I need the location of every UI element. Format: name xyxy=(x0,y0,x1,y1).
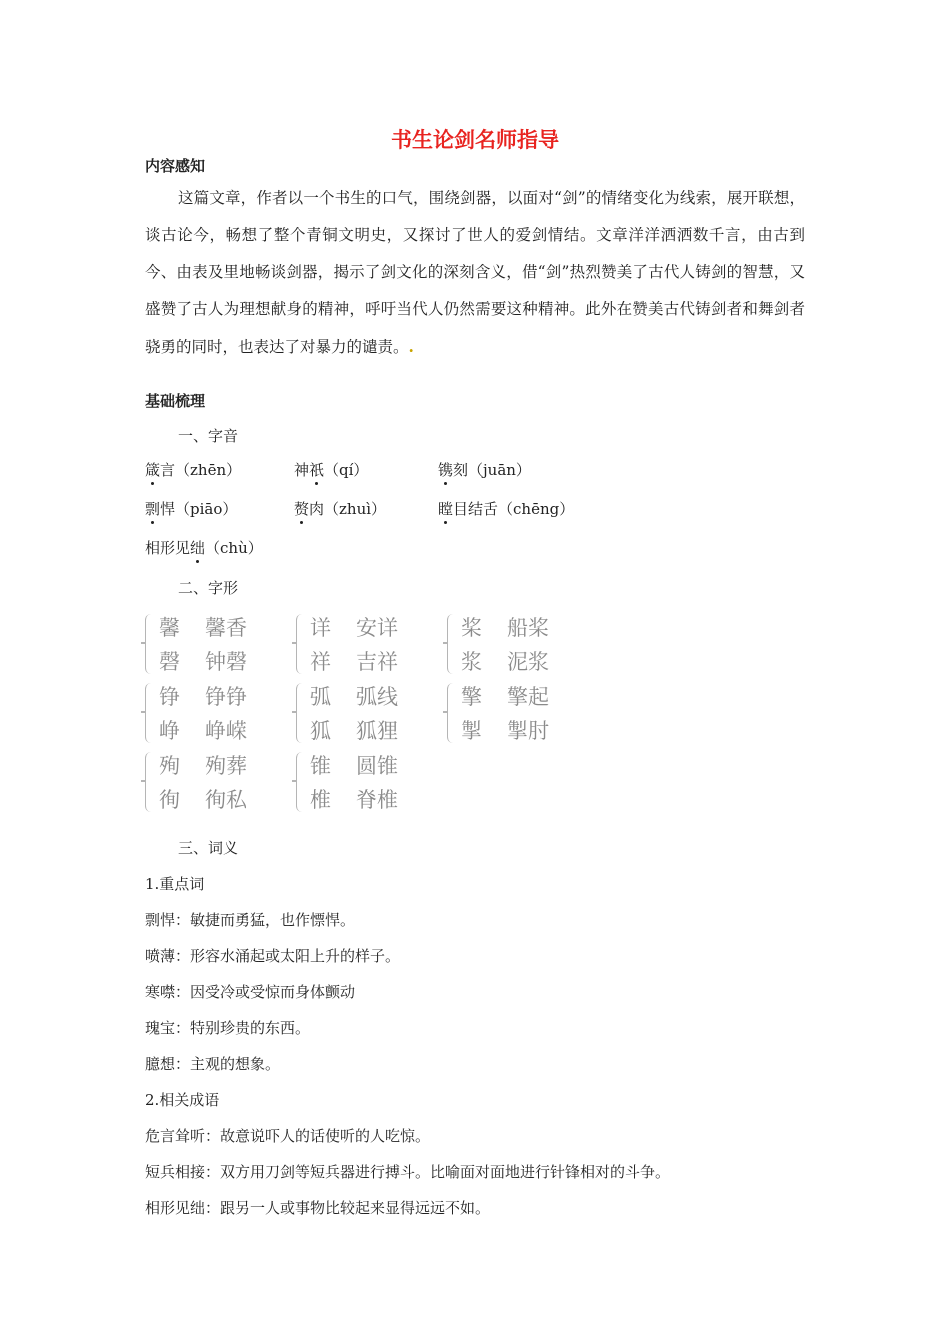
word: 馨香 xyxy=(205,616,247,640)
brace-icon xyxy=(296,683,304,743)
pinyin-text: 悍（piāo） xyxy=(160,500,238,518)
pinyin-prefix: 相形见 xyxy=(145,539,191,557)
brace-icon xyxy=(145,752,153,812)
emphasis-char: 瞠 xyxy=(438,500,454,518)
content-paragraph xyxy=(145,180,805,366)
word: 掣肘 xyxy=(507,719,549,743)
char: 详 xyxy=(310,616,331,640)
char-form-row xyxy=(159,612,247,642)
page-title: 书生论剑名师指导 xyxy=(391,128,559,152)
char: 铮 xyxy=(159,685,180,709)
definition-line: 寒噤：因受冷或受惊而身体颤动 xyxy=(145,983,356,1001)
char: 锥 xyxy=(310,754,331,778)
section-heading-content: 内容感知 xyxy=(145,157,206,175)
pinyin-prefix: 神 xyxy=(294,461,310,479)
definition-line: 剽悍：敏捷而勇猛，也作慓悍。 xyxy=(145,911,356,929)
subsection-zi-yin: 一、字音 xyxy=(178,427,239,445)
word: 圆锥 xyxy=(356,754,398,778)
definition-line: 危言耸听：故意说吓人的话使听的人吃惊。 xyxy=(145,1127,431,1145)
char: 椎 xyxy=(310,788,331,812)
pinyin-item xyxy=(438,498,574,519)
emphasis-char: 镌 xyxy=(438,461,454,479)
word: 钟磬 xyxy=(205,650,247,674)
char-form-row xyxy=(159,750,247,780)
char-form-row xyxy=(159,715,247,745)
word: 徇私 xyxy=(205,788,247,812)
brace-icon xyxy=(447,683,455,743)
word: 峥嵘 xyxy=(205,719,247,743)
char-form-row xyxy=(310,612,398,642)
word: 泥浆 xyxy=(507,650,549,674)
definition-line: 臆想：主观的想象。 xyxy=(145,1055,281,1073)
char: 峥 xyxy=(159,719,180,743)
char-form-row xyxy=(461,681,549,711)
end-mark: . xyxy=(408,337,414,356)
char: 馨 xyxy=(159,616,180,640)
char-form-row xyxy=(310,646,398,676)
sub-heading-key-words: 1.重点词 xyxy=(145,875,205,893)
pinyin-item xyxy=(438,459,531,480)
pinyin-text: 目结舌（chēng） xyxy=(453,500,575,518)
pinyin-item xyxy=(145,537,263,558)
pinyin-text: （qí） xyxy=(324,461,369,479)
emphasis-char: 祇 xyxy=(309,461,325,479)
char-form-row xyxy=(310,681,398,711)
emphasis-char: 剽 xyxy=(145,500,161,518)
word: 铮铮 xyxy=(205,685,247,709)
paragraph-text: 这篇文章，作者以一个书生的口气，围绕剑器，以面对“剑”的情绪变化为线索，展开联想，谈古论今，畅想了整个青铜文明史，又探讨了世人的爱剑情结。文章洋洋洒洒数千言，由古到今、由表及里地畅谈剑器，揭示了剑文化的深刻含义，借“剑”热烈赞美了古代人铸剑的智慧，又盛赞了古人为理想献身的精神，呼吁当代人仍然需要这种精神。此外在赞美古代铸剑者和舞剑者骁勇的同时，也表达了对暴力的谴责。 xyxy=(145,189,805,356)
char-form-row xyxy=(461,612,549,642)
word: 船桨 xyxy=(507,616,549,640)
word: 吉祥 xyxy=(356,650,398,674)
word: 擎起 xyxy=(507,685,549,709)
pinyin-text: （chù） xyxy=(205,539,263,557)
char-form-row xyxy=(310,784,398,814)
pinyin-text: 言（zhēn） xyxy=(160,461,242,479)
char-form-row xyxy=(159,646,247,676)
char: 徇 xyxy=(159,788,180,812)
pinyin-item xyxy=(294,498,386,519)
char-form-row xyxy=(461,646,549,676)
pinyin-item xyxy=(294,459,368,480)
word: 狐狸 xyxy=(356,719,398,743)
char: 浆 xyxy=(461,650,482,674)
section-heading-basics: 基础梳理 xyxy=(145,392,206,410)
subsection-zi-xing: 二、字形 xyxy=(178,579,239,597)
brace-icon xyxy=(145,614,153,674)
definition-line: 喷薄：形容水涌起或太阳上升的样子。 xyxy=(145,947,401,965)
char: 狐 xyxy=(310,719,331,743)
pinyin-text: 肉（zhuì） xyxy=(309,500,387,518)
char: 殉 xyxy=(159,754,180,778)
word: 安详 xyxy=(356,616,398,640)
word: 脊椎 xyxy=(356,788,398,812)
brace-icon xyxy=(296,752,304,812)
char: 磬 xyxy=(159,650,180,674)
char-form-row xyxy=(310,715,398,745)
char-form-row xyxy=(461,715,549,745)
char: 弧 xyxy=(310,685,331,709)
sub-heading-idioms: 2.相关成语 xyxy=(145,1091,220,1109)
pinyin-text: 刻（juān） xyxy=(453,461,531,479)
char: 桨 xyxy=(461,616,482,640)
word: 弧线 xyxy=(356,685,398,709)
brace-icon xyxy=(145,683,153,743)
char: 擎 xyxy=(461,685,482,709)
brace-icon xyxy=(447,614,455,674)
definition-line: 瑰宝：特别珍贵的东西。 xyxy=(145,1019,311,1037)
subsection-ci-yi: 三、词义 xyxy=(178,839,239,857)
pinyin-item xyxy=(145,459,241,480)
char-form-row xyxy=(159,681,247,711)
char: 掣 xyxy=(461,719,482,743)
emphasis-char: 赘 xyxy=(294,500,310,518)
brace-icon xyxy=(296,614,304,674)
emphasis-char: 绌 xyxy=(190,539,206,557)
char-form-row xyxy=(310,750,398,780)
definition-line: 短兵相接：双方用刀剑等短兵器进行搏斗。比喻面对面地进行针锋相对的斗争。 xyxy=(145,1163,671,1181)
emphasis-char: 箴 xyxy=(145,461,161,479)
char-form-row xyxy=(159,784,247,814)
pinyin-item xyxy=(145,498,237,519)
char: 祥 xyxy=(310,650,331,674)
definition-line: 相形见绌：跟另一人或事物比较起来显得远远不如。 xyxy=(145,1199,491,1217)
word: 殉葬 xyxy=(205,754,247,778)
